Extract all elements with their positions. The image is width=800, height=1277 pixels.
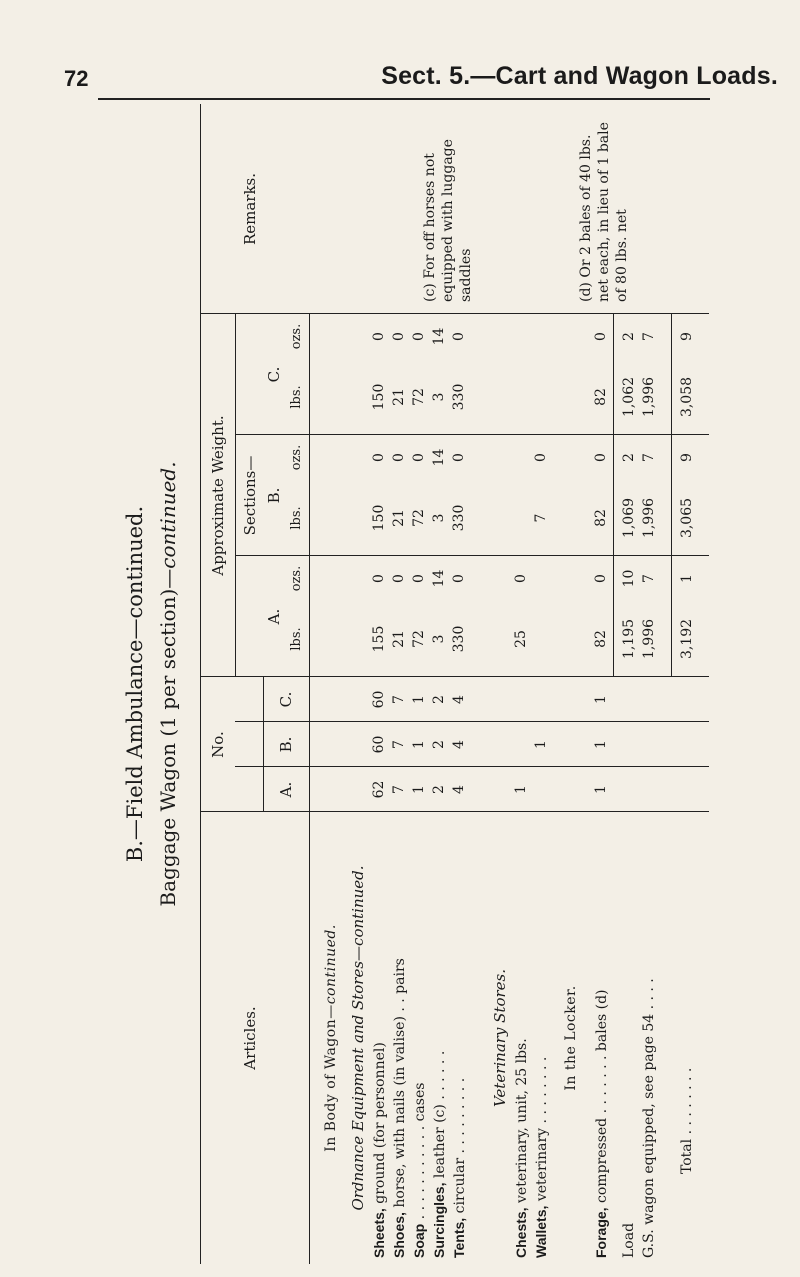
a-lbs: 72: [411, 630, 427, 648]
b-lbs: 21: [391, 509, 407, 527]
article-name: Shoes, horse, with nails (in valise) . . pairs: [391, 958, 408, 1258]
article-name: Chests, veterinary, unit, 25 lbs.: [513, 1038, 530, 1258]
b-ozs: 0: [451, 453, 467, 462]
c-lbs: 82: [593, 388, 609, 406]
load-c-ozs: 2: [621, 332, 637, 341]
header-b-ozs: ozs.: [289, 444, 304, 471]
header-approx-weight: Approximate Weight.: [209, 415, 227, 576]
article-name: Tents, circular . . . . . . . . .: [451, 1077, 468, 1258]
no-b: 1: [533, 740, 549, 749]
gs-a-lbs: 1,996: [641, 618, 657, 660]
c-ozs: 0: [411, 332, 427, 341]
no-b: 1: [411, 740, 427, 749]
load-b-ozs: 2: [621, 453, 637, 462]
b-ozs: 0: [411, 453, 427, 462]
no-c: 60: [371, 690, 387, 709]
no-a: 1: [411, 785, 427, 794]
table-title: B.—Field Ambulance—continued.: [123, 505, 147, 863]
gs-b-lbs: 1,996: [641, 497, 657, 539]
category-veterinary: Veterinary Stores.: [491, 968, 509, 1108]
b-ozs: 0: [593, 453, 609, 462]
no-c: 1: [411, 695, 427, 704]
c-ozs: 14: [431, 327, 447, 346]
no-a: 7: [391, 785, 407, 794]
b-lbs: 3: [431, 513, 447, 523]
total-b-ozs: 9: [679, 453, 695, 462]
total-b-lbs: 3,065: [679, 497, 695, 539]
load-a-lbs: 1,195: [621, 618, 637, 660]
c-ozs: 0: [391, 332, 407, 341]
header-sec-c: C.: [265, 366, 283, 383]
header-no-c: C.: [277, 691, 295, 708]
no-a: 1: [513, 785, 529, 794]
b-lbs: 72: [411, 509, 427, 527]
a-ozs: 0: [451, 574, 467, 583]
category-ordnance: Ordnance Equipment and Stores—continued.: [349, 865, 367, 1211]
section-heading-locker: In the Locker.: [563, 985, 579, 1091]
load-label: Load: [621, 1222, 637, 1258]
article-name: Soap . . . . . . . . . . . cases: [411, 1082, 428, 1258]
wagon-load-table: [200, 104, 708, 1264]
a-lbs: 330: [451, 625, 467, 653]
a-ozs: 0: [411, 574, 427, 583]
header-sec-b: B.: [265, 487, 283, 504]
no-c: 2: [431, 695, 447, 704]
header-no-b: B.: [277, 736, 295, 753]
no-b: 4: [451, 740, 467, 749]
load-b-lbs: 1,069: [621, 497, 637, 539]
c-ozs: 0: [593, 332, 609, 341]
a-ozs: 0: [513, 574, 529, 583]
b-lbs: 7: [533, 513, 549, 523]
gs-c-ozs: 7: [641, 332, 657, 341]
a-lbs: 3: [431, 634, 447, 644]
load-a-ozs: 10: [621, 569, 637, 588]
c-lbs: 72: [411, 388, 427, 406]
no-a: 62: [371, 780, 387, 799]
header-remarks: Remarks.: [241, 172, 259, 246]
header-c-ozs: ozs.: [289, 323, 304, 350]
a-ozs: 0: [391, 574, 407, 583]
article-name: Wallets, veterinary . . . . . . . .: [533, 1056, 550, 1258]
b-ozs: 14: [431, 448, 447, 467]
no-a: 2: [431, 785, 447, 794]
gs-b-ozs: 7: [641, 453, 657, 462]
total-a-ozs: 1: [679, 574, 695, 583]
page-header: [0, 62, 800, 102]
load-c-lbs: 1,062: [621, 376, 637, 418]
b-ozs: 0: [533, 453, 549, 462]
header-a-ozs: ozs.: [289, 565, 304, 592]
section-title: Sect. 5.—Cart and Wagon Loads.: [381, 62, 778, 90]
a-lbs: 25: [513, 630, 529, 648]
no-b: 1: [593, 740, 609, 749]
c-lbs: 3: [431, 392, 447, 402]
a-lbs: 82: [593, 630, 609, 648]
total-a-lbs: 3,192: [679, 618, 695, 660]
no-a: 1: [593, 785, 609, 794]
b-lbs: 330: [451, 504, 467, 532]
header-articles: Articles.: [241, 1006, 259, 1070]
c-lbs: 21: [391, 388, 407, 406]
header-no: No.: [209, 731, 227, 758]
header-b-lbs: lbs.: [289, 506, 304, 530]
no-b: 7: [391, 740, 407, 749]
header-sec-a: A.: [265, 608, 283, 625]
article-name: Surcingles, leather (c) . . . . . .: [431, 1050, 448, 1258]
total-label: Total . . . . . . . .: [679, 1067, 695, 1174]
a-lbs: 21: [391, 630, 407, 648]
a-ozs: 0: [593, 574, 609, 583]
header-a-lbs: lbs.: [289, 627, 304, 651]
b-lbs: 150: [371, 504, 387, 532]
c-ozs: 0: [371, 332, 387, 341]
no-c: 1: [593, 695, 609, 704]
no-b: 2: [431, 740, 447, 749]
header-no-a: A.: [277, 781, 295, 798]
header-sections: Sections—: [241, 455, 259, 536]
gs-c-lbs: 1,996: [641, 376, 657, 418]
header-rule: [98, 98, 710, 100]
c-lbs: 330: [451, 383, 467, 411]
remark-forage: (d) Or 2 bales of 40 lbs. net each, in lieu of 1 bale of 80 lbs. net: [578, 122, 630, 302]
no-a: 4: [451, 785, 467, 794]
article-name: Sheets, ground (for personnel): [371, 1042, 388, 1258]
header-c-lbs: lbs.: [289, 385, 304, 409]
table-subtitle: Baggage Wagon (1 per section)—continued.: [156, 461, 180, 907]
no-b: 60: [371, 735, 387, 754]
no-c: 4: [451, 695, 467, 704]
total-c-lbs: 3,058: [679, 376, 695, 418]
c-lbs: 150: [371, 383, 387, 411]
a-ozs: 14: [431, 569, 447, 588]
no-c: 7: [391, 695, 407, 704]
total-c-ozs: 9: [679, 332, 695, 341]
b-ozs: 0: [371, 453, 387, 462]
rotated-table-page: [120, 104, 708, 1264]
remark-surcingles: (c) For off horses not equipped with luggage saddles: [422, 139, 474, 302]
section-heading-body: In Body of Wagon—continued.: [323, 924, 339, 1152]
c-ozs: 0: [451, 332, 467, 341]
a-ozs: 0: [371, 574, 387, 583]
a-lbs: 155: [371, 625, 387, 653]
b-lbs: 82: [593, 509, 609, 527]
article-name: Forage, compressed . . . . . . . bales (d): [593, 989, 610, 1258]
gs-wagon-label: G.S. wagon equipped, see page 54 . . . .: [641, 978, 657, 1258]
b-ozs: 0: [391, 453, 407, 462]
gs-a-ozs: 7: [641, 574, 657, 583]
page-number: 72: [64, 66, 89, 91]
